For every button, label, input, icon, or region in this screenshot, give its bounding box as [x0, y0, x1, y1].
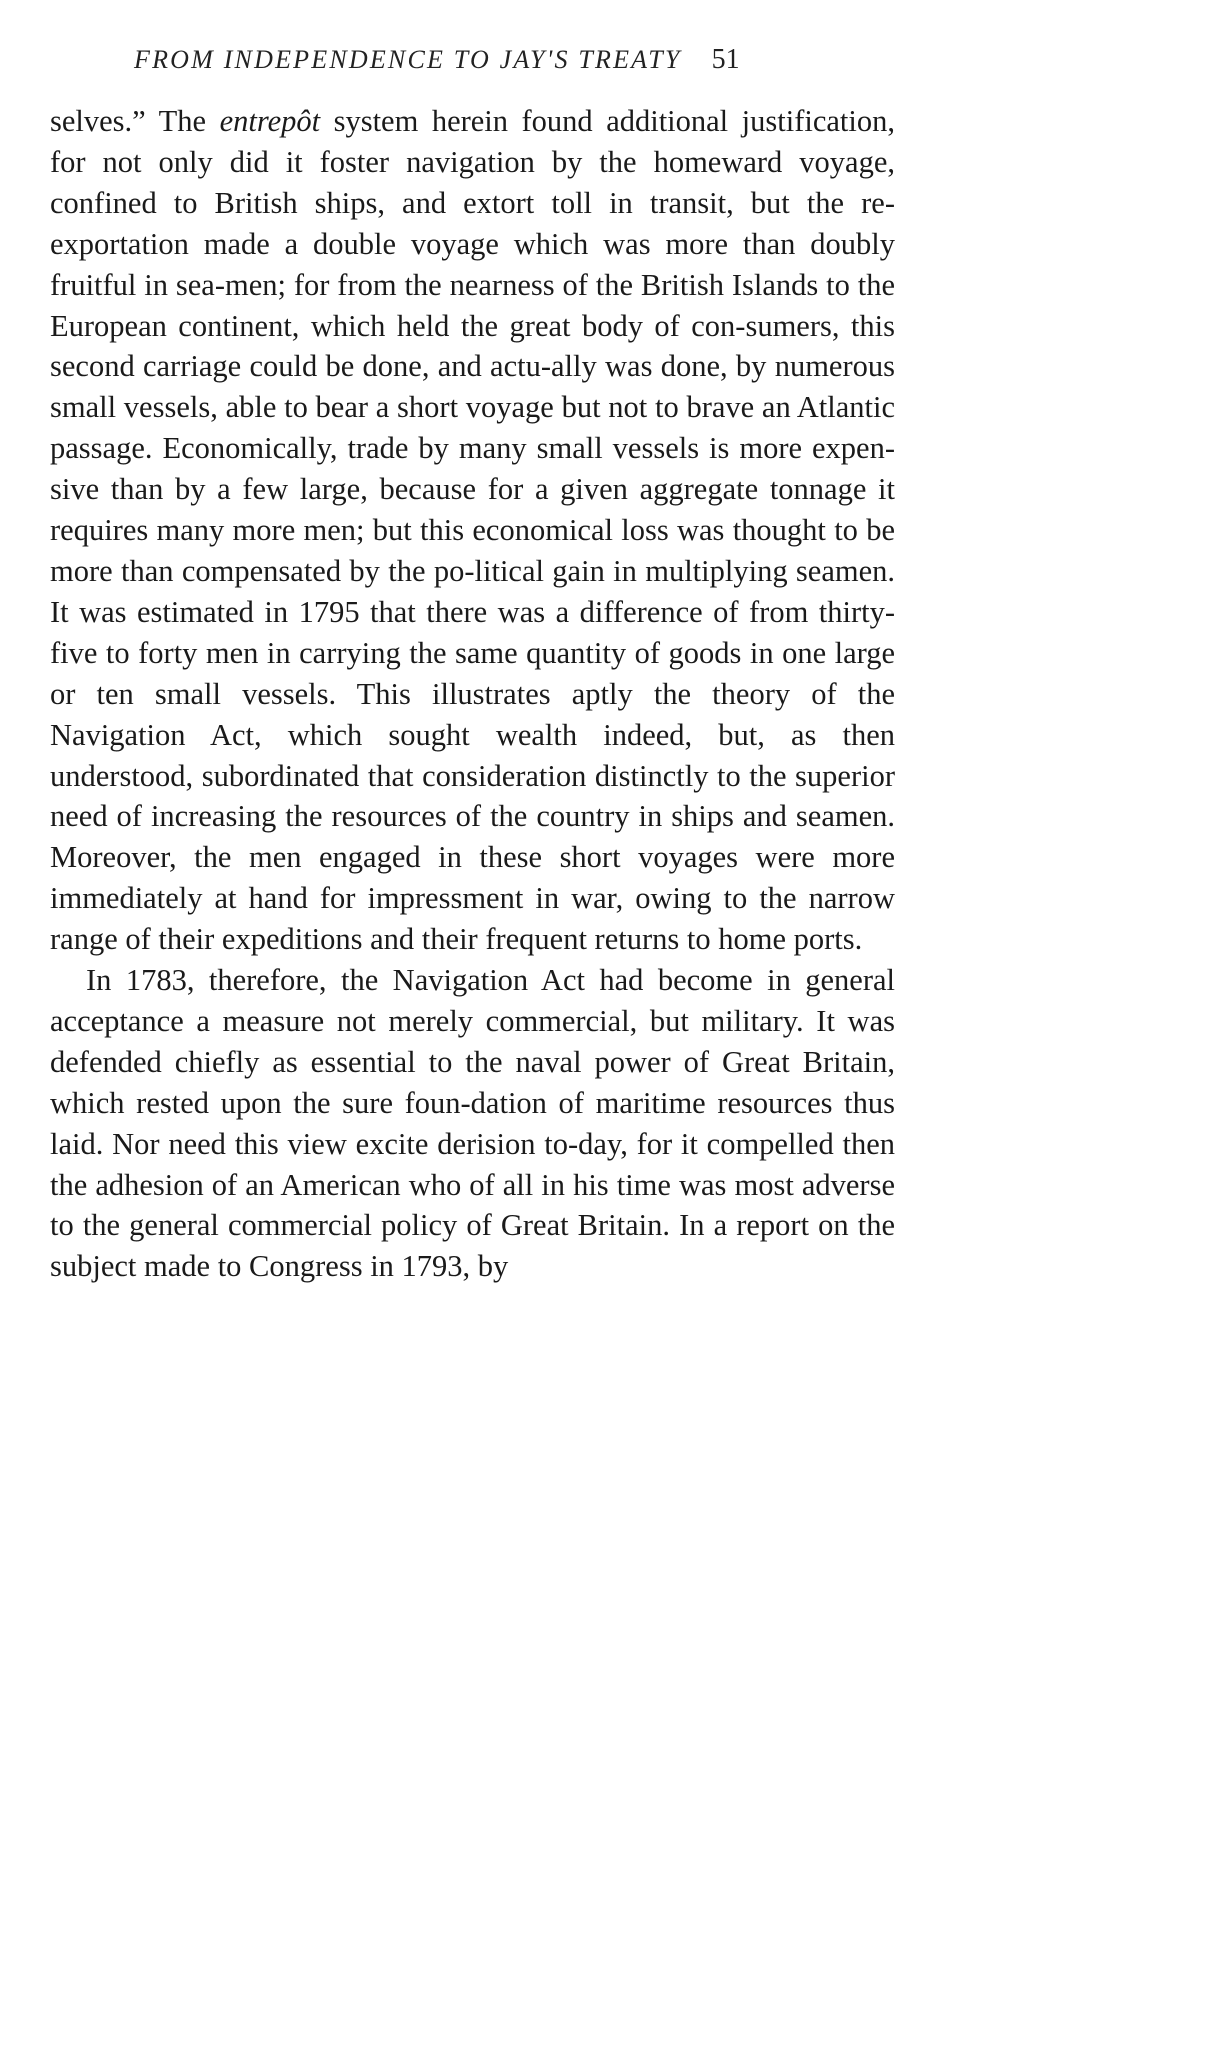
body-text	[50, 101, 895, 1287]
paragraph-1-start: selves.” The	[50, 104, 220, 138]
running-title: FROM INDEPENDENCE TO JAY'S TREATY	[134, 45, 682, 74]
running-head	[134, 44, 894, 78]
paragraph-1-rest: system herein found additional justification, for not only did it foster navigation by the homeward voyage, confined to British ships, and extort toll in transit, but the re-exportation made a double voyage which was more than doubly fruitful in sea-men; for from the nearness of the British Islands to the European continent, which held the great body of con-sumers, this second carriage could be done, and actu-ally was done, by numerous small vessels, able to bear a short voyage but not to brave an Atlantic passage. Economically, trade by many small vessels is more expen-sive than by a few large, because for a given aggregate tonnage it requires many more men; but this economical loss was thought to be more than compensated by the po-litical gain in multiplying seamen. It was estimated in 1795 that there was a difference of from thirty-five to forty men in carrying the same quantity of goods in one large or ten small vessels. This illustrates aptly the theory of the Navigation Act, which sought wealth indeed, but, as then understood, subordinated that consideration distinctly to the superior need of increasing the resources of the country in ships and seamen. Moreover, the men engaged in these short voyages were more immediately at hand for impressment in war, owing to the narrow range of their expeditions and their frequent returns to home ports.	[50, 104, 895, 957]
paragraph-2: In 1783, therefore, the Navigation Act had become in general acceptance a measure not merely commercial, but military. It was defended chiefly as essential to the naval power of Great Britain, which rested upon the sure foun-dation of maritime resources thus laid. Nor need this view excite derision to-day, for it compelled then the adhesion of an American who of all in his time was most adverse to the general commercial policy of Great Britain. In a report on the subject made to Congress in 1793, by	[50, 963, 895, 1284]
italic-term-entrepot: entrepôt	[219, 104, 321, 138]
paragraph-1	[50, 101, 895, 960]
page-number: 51	[711, 44, 740, 75]
